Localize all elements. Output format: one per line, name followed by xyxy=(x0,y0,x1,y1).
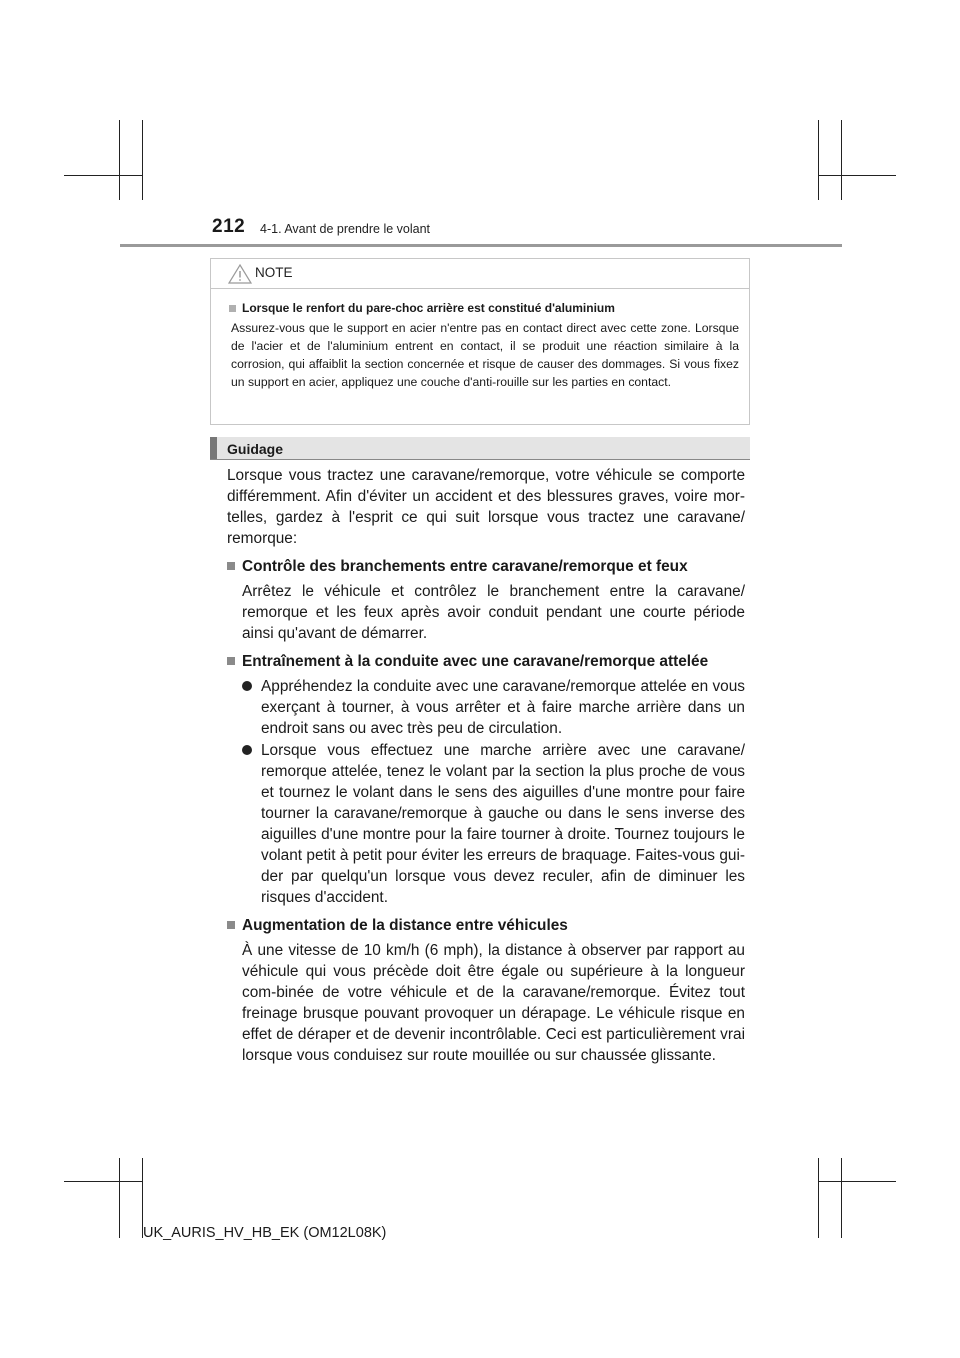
subsection-heading xyxy=(227,651,745,672)
note-label: NOTE xyxy=(255,265,293,280)
note-header xyxy=(211,259,749,289)
crop-mark xyxy=(119,1158,120,1238)
subsection-title: Contrôle des branchements entre caravane/remorque et feux xyxy=(242,558,688,575)
heading-accent xyxy=(210,437,217,459)
bullet-dot-icon xyxy=(242,681,252,691)
note-body xyxy=(211,289,749,391)
crop-mark xyxy=(64,1181,142,1182)
bullet-dot-icon xyxy=(242,745,252,755)
subsection-text: À une vitesse de 10 km/h (6 mph), la distance à observer par rapport au véhicule qui vous précède doit être égale ou supérieure à la longueur com-binée de votre véhicule et de la caravane/remorque. Évitez tout freinage brusque pouvant provoquer un dérapage. Le véhicule risque en effet de déraper et de devenir incontrôlable. Ceci est particulièrement vrai lorsque vous conduisez sur route mouillée ou sur chaussée glissante. xyxy=(242,942,745,1064)
note-subtitle-text: Lorsque le renfort du pare-choc arrière est constitué d'aluminium xyxy=(242,301,615,315)
list-item xyxy=(242,676,745,739)
list-item-text: Appréhendez la conduite avec une caravane/remorque attelée en vous exerçant à tourner, à vous arrêter et à faire marche arrière dans un endroit sans ou avec très peu de circulation. xyxy=(261,678,745,737)
crop-mark xyxy=(841,1158,842,1238)
page-number: 212 xyxy=(212,216,246,237)
crop-mark xyxy=(818,120,819,200)
list-item-text: Lorsque vous effectuez une marche arrière avec une caravane/ remorque attelée, tenez le volant par la section la plus proche de vous et tournez le volant dans le sens des aiguilles d'une montre pour faire tourner la caravane/remorque à gauche ou dans le sens inverse des aiguilles d'une montre pour la faire tourner à droite. Tournez toujours le volant petit à petit pour éviter les erreurs de braquage. Faites-vous gui-der par quelqu'un lorsque vous devez reculer, afin de diminuer les risques d'accident. xyxy=(261,742,745,906)
crop-mark xyxy=(119,120,120,200)
list-item xyxy=(242,740,745,908)
square-bullet-icon xyxy=(229,305,236,312)
crop-mark xyxy=(818,175,896,176)
note-subtitle xyxy=(229,301,739,315)
subsection-title: Entraînement à la conduite avec une caravane/remorque attelée xyxy=(242,653,709,670)
square-bullet-icon xyxy=(227,921,235,929)
subsection-heading xyxy=(227,915,745,936)
warning-triangle-icon xyxy=(228,264,252,284)
crop-mark xyxy=(818,1158,819,1238)
intro-paragraph: Lorsque vous tractez une caravane/remorque, votre véhicule se comporte différemment. Afin d'éviter un accident et des blessures graves, voire mor-telles, gardez à l'esprit ce qui suit lorsque vous tractez une caravane/ remorque: xyxy=(227,467,745,547)
subsection-heading xyxy=(227,556,745,577)
guidage-heading-bar xyxy=(210,437,750,460)
guidage-title: Guidage xyxy=(227,441,284,457)
guidage-body xyxy=(227,465,745,1066)
subsection-title: Augmentation de la distance entre véhicules xyxy=(242,917,568,934)
note-box xyxy=(210,258,750,425)
subsection-text: Arrêtez le véhicule et contrôlez le branchement entre la caravane/ remorque et les feux après avoir conduit pendant une courte période ainsi qu'avant de démarrer. xyxy=(242,583,745,642)
header-rule xyxy=(120,244,842,247)
crop-mark xyxy=(818,1181,896,1182)
square-bullet-icon xyxy=(227,562,235,570)
crop-mark xyxy=(841,120,842,200)
note-text: Assurez-vous que le support en acier n'entre pas en contact direct avec cette zone. Lorsque de l'acier et de l'aluminium entrent en contact, il se produit une réaction similaire à la corrosion, qui affaiblit la section concernée et risque de causer des dommages. Si vous fixez un support en acier, appliquez une couche d'anti-rouille sur les parties en contact. xyxy=(231,321,739,389)
square-bullet-icon xyxy=(227,657,235,665)
footer-code: UK_AURIS_HV_HB_EK (OM12L08K) xyxy=(143,1225,387,1241)
section-title: 4-1. Avant de prendre le volant xyxy=(260,222,431,236)
crop-mark xyxy=(64,175,142,176)
crop-mark xyxy=(142,120,143,200)
